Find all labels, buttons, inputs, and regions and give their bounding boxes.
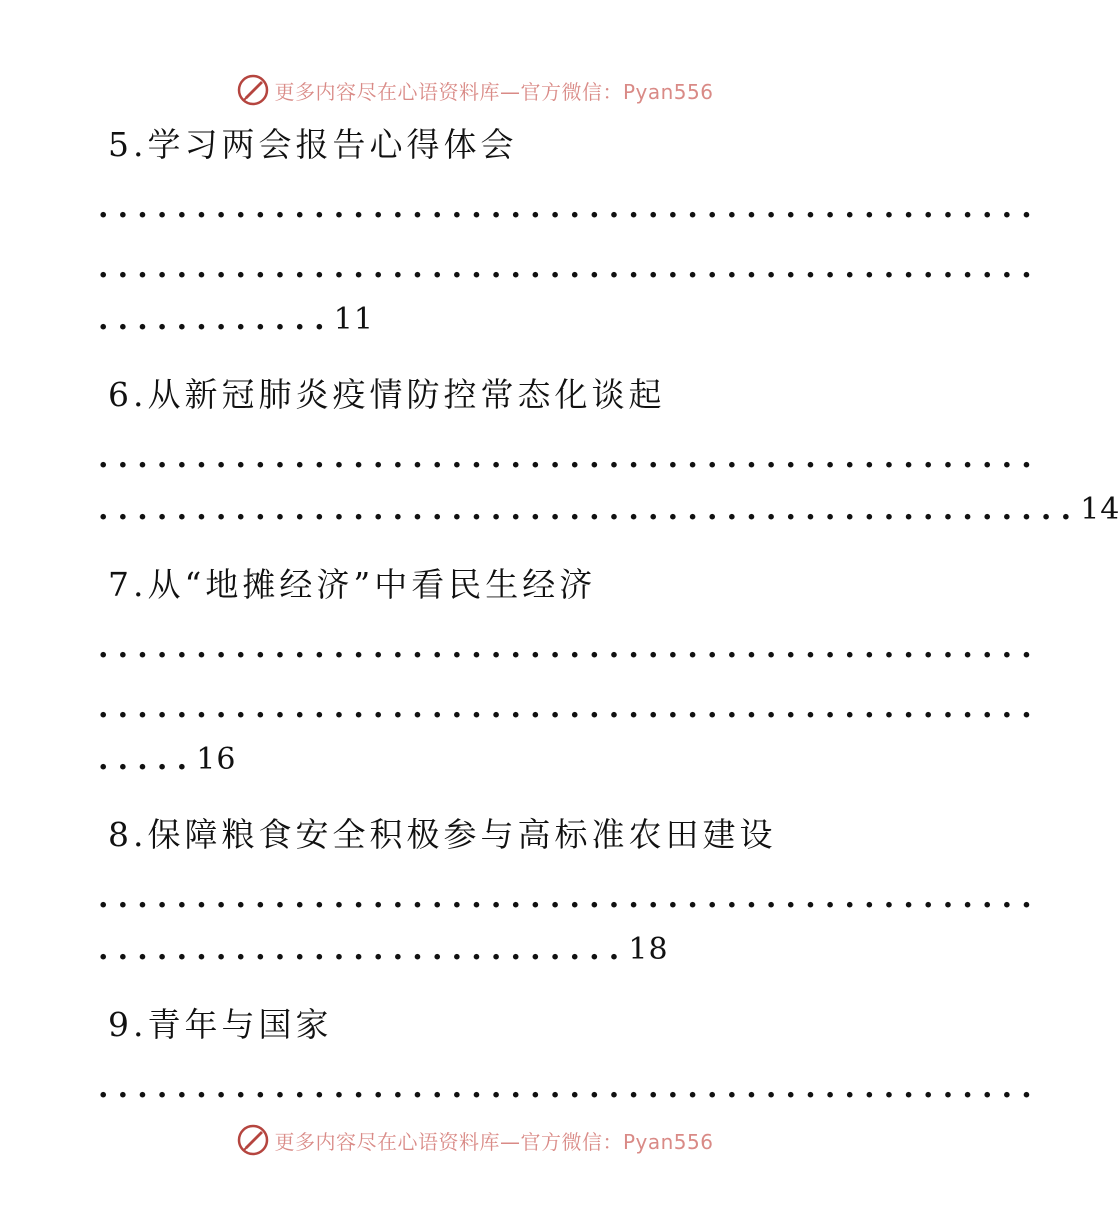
- toc-leader-dots: ............: [98, 302, 334, 337]
- toc-entry-title[interactable]: 7.从“地摊经济”中看民生经济: [108, 565, 597, 604]
- toc-leader-row: [98, 740, 858, 780]
- toc-entry-title[interactable]: 8.保障粮食安全积极参与高标准农田建设: [108, 815, 777, 854]
- toc-entry-title[interactable]: 9.青年与国家: [108, 1005, 333, 1044]
- toc-leader-dots: .....: [98, 742, 197, 777]
- toc-entry-title[interactable]: 6.从新冠肺炎疫情防控常态化谈起: [108, 375, 666, 414]
- toc-entry-title[interactable]: 5.学习两会报告心得体会: [108, 125, 518, 164]
- toc-page-number[interactable]: 16: [196, 742, 237, 777]
- toc-leader-row: [98, 300, 858, 340]
- toc-leader-dots: ................................................: [98, 690, 1041, 725]
- footer-watermark: [0, 1120, 950, 1160]
- quill-seal-icon: [236, 1123, 270, 1157]
- toc-page-number[interactable]: 14: [1080, 492, 1120, 527]
- toc-leader-row: [98, 930, 858, 970]
- toc-page-number[interactable]: 11: [333, 302, 374, 337]
- toc-leader-dots: ................................................: [98, 1070, 1041, 1105]
- toc-leader-dots: ................................................: [98, 880, 1041, 915]
- toc-leader-dots: ................................................: [98, 190, 1041, 225]
- header-watermark-text: 更多内容尽在心语资料库—官方微信：Pyan556: [274, 79, 714, 104]
- toc-leader-dots: ...........................: [98, 932, 629, 967]
- footer-watermark-text: 更多内容尽在心语资料库—官方微信：Pyan556: [274, 1129, 714, 1154]
- toc-leader-dots: ..................................................: [98, 492, 1081, 527]
- toc-leader-row: [98, 490, 1120, 530]
- toc-page-number[interactable]: 18: [628, 932, 669, 967]
- toc-leader-dots: ................................................: [98, 630, 1041, 665]
- toc-leader-dots: ................................................: [98, 440, 1041, 475]
- toc-leader-dots: ................................................: [98, 250, 1041, 285]
